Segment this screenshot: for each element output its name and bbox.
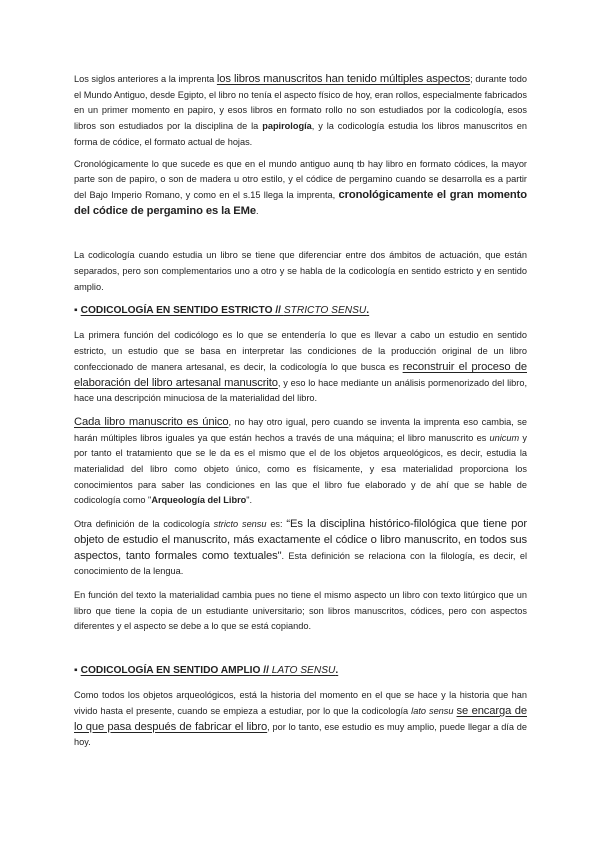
section-heading-broad: ▪ CODICOLOGÍA EN SENTIDO AMPLIO // LATO SENSU. xyxy=(74,665,339,677)
highlight-underlined: reconstruir el proceso de elaboración del libro artesanal manuscrito xyxy=(74,360,527,389)
term-papirologia: papirología xyxy=(262,121,312,132)
paragraph-lato-sensu: Como todos los objetos arqueológicos, está la historia del momento en el que se hace y la historia que han vivido hasta el presente, cuando se empieza a estudiar, por lo que la codicología lato sensu se encarga de lo que pasa después de fabricar el libro, por lo tanto, ese estudio es muy amplio, puede llegar a día de hoy. xyxy=(74,690,527,748)
paragraph-intro: Los siglos anteriores a la imprenta los libros manuscritos han tenido múltiples aspectos; durante todo el Mundo Antiguo, desde Egipto, el libro no tenía el aspecto físico de hoy, eran rollos, especialmente fabricados en un primer momento en papiro, y esos libros en formato rollo no son estudiados por la codicología, esos libros son estudiados por la disciplina de la papirología, y la codicología estudia los libros manuscritos en forma de códice, el formato actual de hojas. xyxy=(74,73,527,147)
paragraph-materiality: En función del texto la materialidad cambia pues no tiene el mismo aspecto un libro con texto litúrgico que un libro que tiene la copia de un estudiante universitario; son libros manuscritos, códices, pero con aspectos diferentes y el aspecto se debe a lo que se está copiando. xyxy=(74,589,527,632)
highlight-underlined: los libros manuscritos han tenido múltiples aspectos xyxy=(216,73,471,85)
bullet-icon: ▪ xyxy=(74,665,78,677)
section-heading-strict: ▪ CODICOLOGÍA EN SENTIDO ESTRICTO // STRICTO SENSU. xyxy=(74,305,370,317)
highlight-underlined: se encarga de lo que pasa después de fabricar el libro xyxy=(74,704,527,733)
paragraph-unicum: Cada libro manuscrito es único, no hay otro igual, pero cuando se inventa la imprenta eso cambia, se harán múltiples libros iguales ya que están hechos a través de una máquina; el libro manuscrito es unicum y por tanto el tratamiento que se le da es el mismo que el de los objetos arqueológicos, es decir, estudia la materialidad del libro como objeto único, como es físicamente, y esa materialidad proporciona los conocimientos para saber las condiciones en las que el libro fue elaborado y de ahí que se hable de codicología como "Arqueología del Libro". xyxy=(74,415,527,506)
paragraph-two-areas: La codicología cuando estudia un libro se tiene que diferenciar entre dos ámbitos de actuación, que están separados, pero son complementarios uno a otro y se habla de la codicología en sentido estricto y en sentido amplio. xyxy=(74,250,527,292)
highlight-bold: cronológicamente el gran momento del códice de pergamino es la EMe xyxy=(74,188,527,217)
term-arqueologia: Arqueología del Libro xyxy=(151,495,247,506)
paragraph-definition: Otra definición de la codicología stricto sensu es: “Es la disciplina histórico-filológica que tiene por objeto de estudio el manuscrito, más exactamente el códice o libro manuscrito, en todos sus aspectos, tanto formales como textuales". Esta definición se relaciona con la filología, es decir, el conocimiento de la lengua. xyxy=(74,518,527,577)
highlight-underlined: Cada libro manuscrito es único xyxy=(74,415,229,428)
quoted-definition: “Es la disciplina histórico-filológica que tiene por objeto de estudio el manuscrito, más exactamente el códice o libro manuscrito, en todos sus aspectos, tanto formales como textuales" xyxy=(74,518,527,562)
paragraph-chronology: Cronológicamente lo que sucede es que en el mundo antiguo aunq tb hay libro en formato códices, la mayor parte son de papiro, o son de madera u otro estilo, y el códice de pergamino cuando se desarrolla es a partir del Bajo Imperio Romano, y como en el s.15 llega la imprenta, cronológicamente el gran momento del códice de pergamino es la EMe. xyxy=(74,158,527,217)
bullet-icon: ▪ xyxy=(74,305,78,317)
paragraph-first-function: La primera función del codicólogo es lo que se entendería lo que es llevar a cabo un estudio en sentido estricto, un estudio que se basa en interpretar las condiciones de la producción original de un libro confeccionado de manera artesanal, es decir, la codicología lo que busca es reconstruir el proceso de elaboración del libro artesanal manuscrito, y eso lo hace mediante un análisis pormenorizado del libro, hace una descripción minuciosa de la materialidad del libro. xyxy=(74,330,528,404)
